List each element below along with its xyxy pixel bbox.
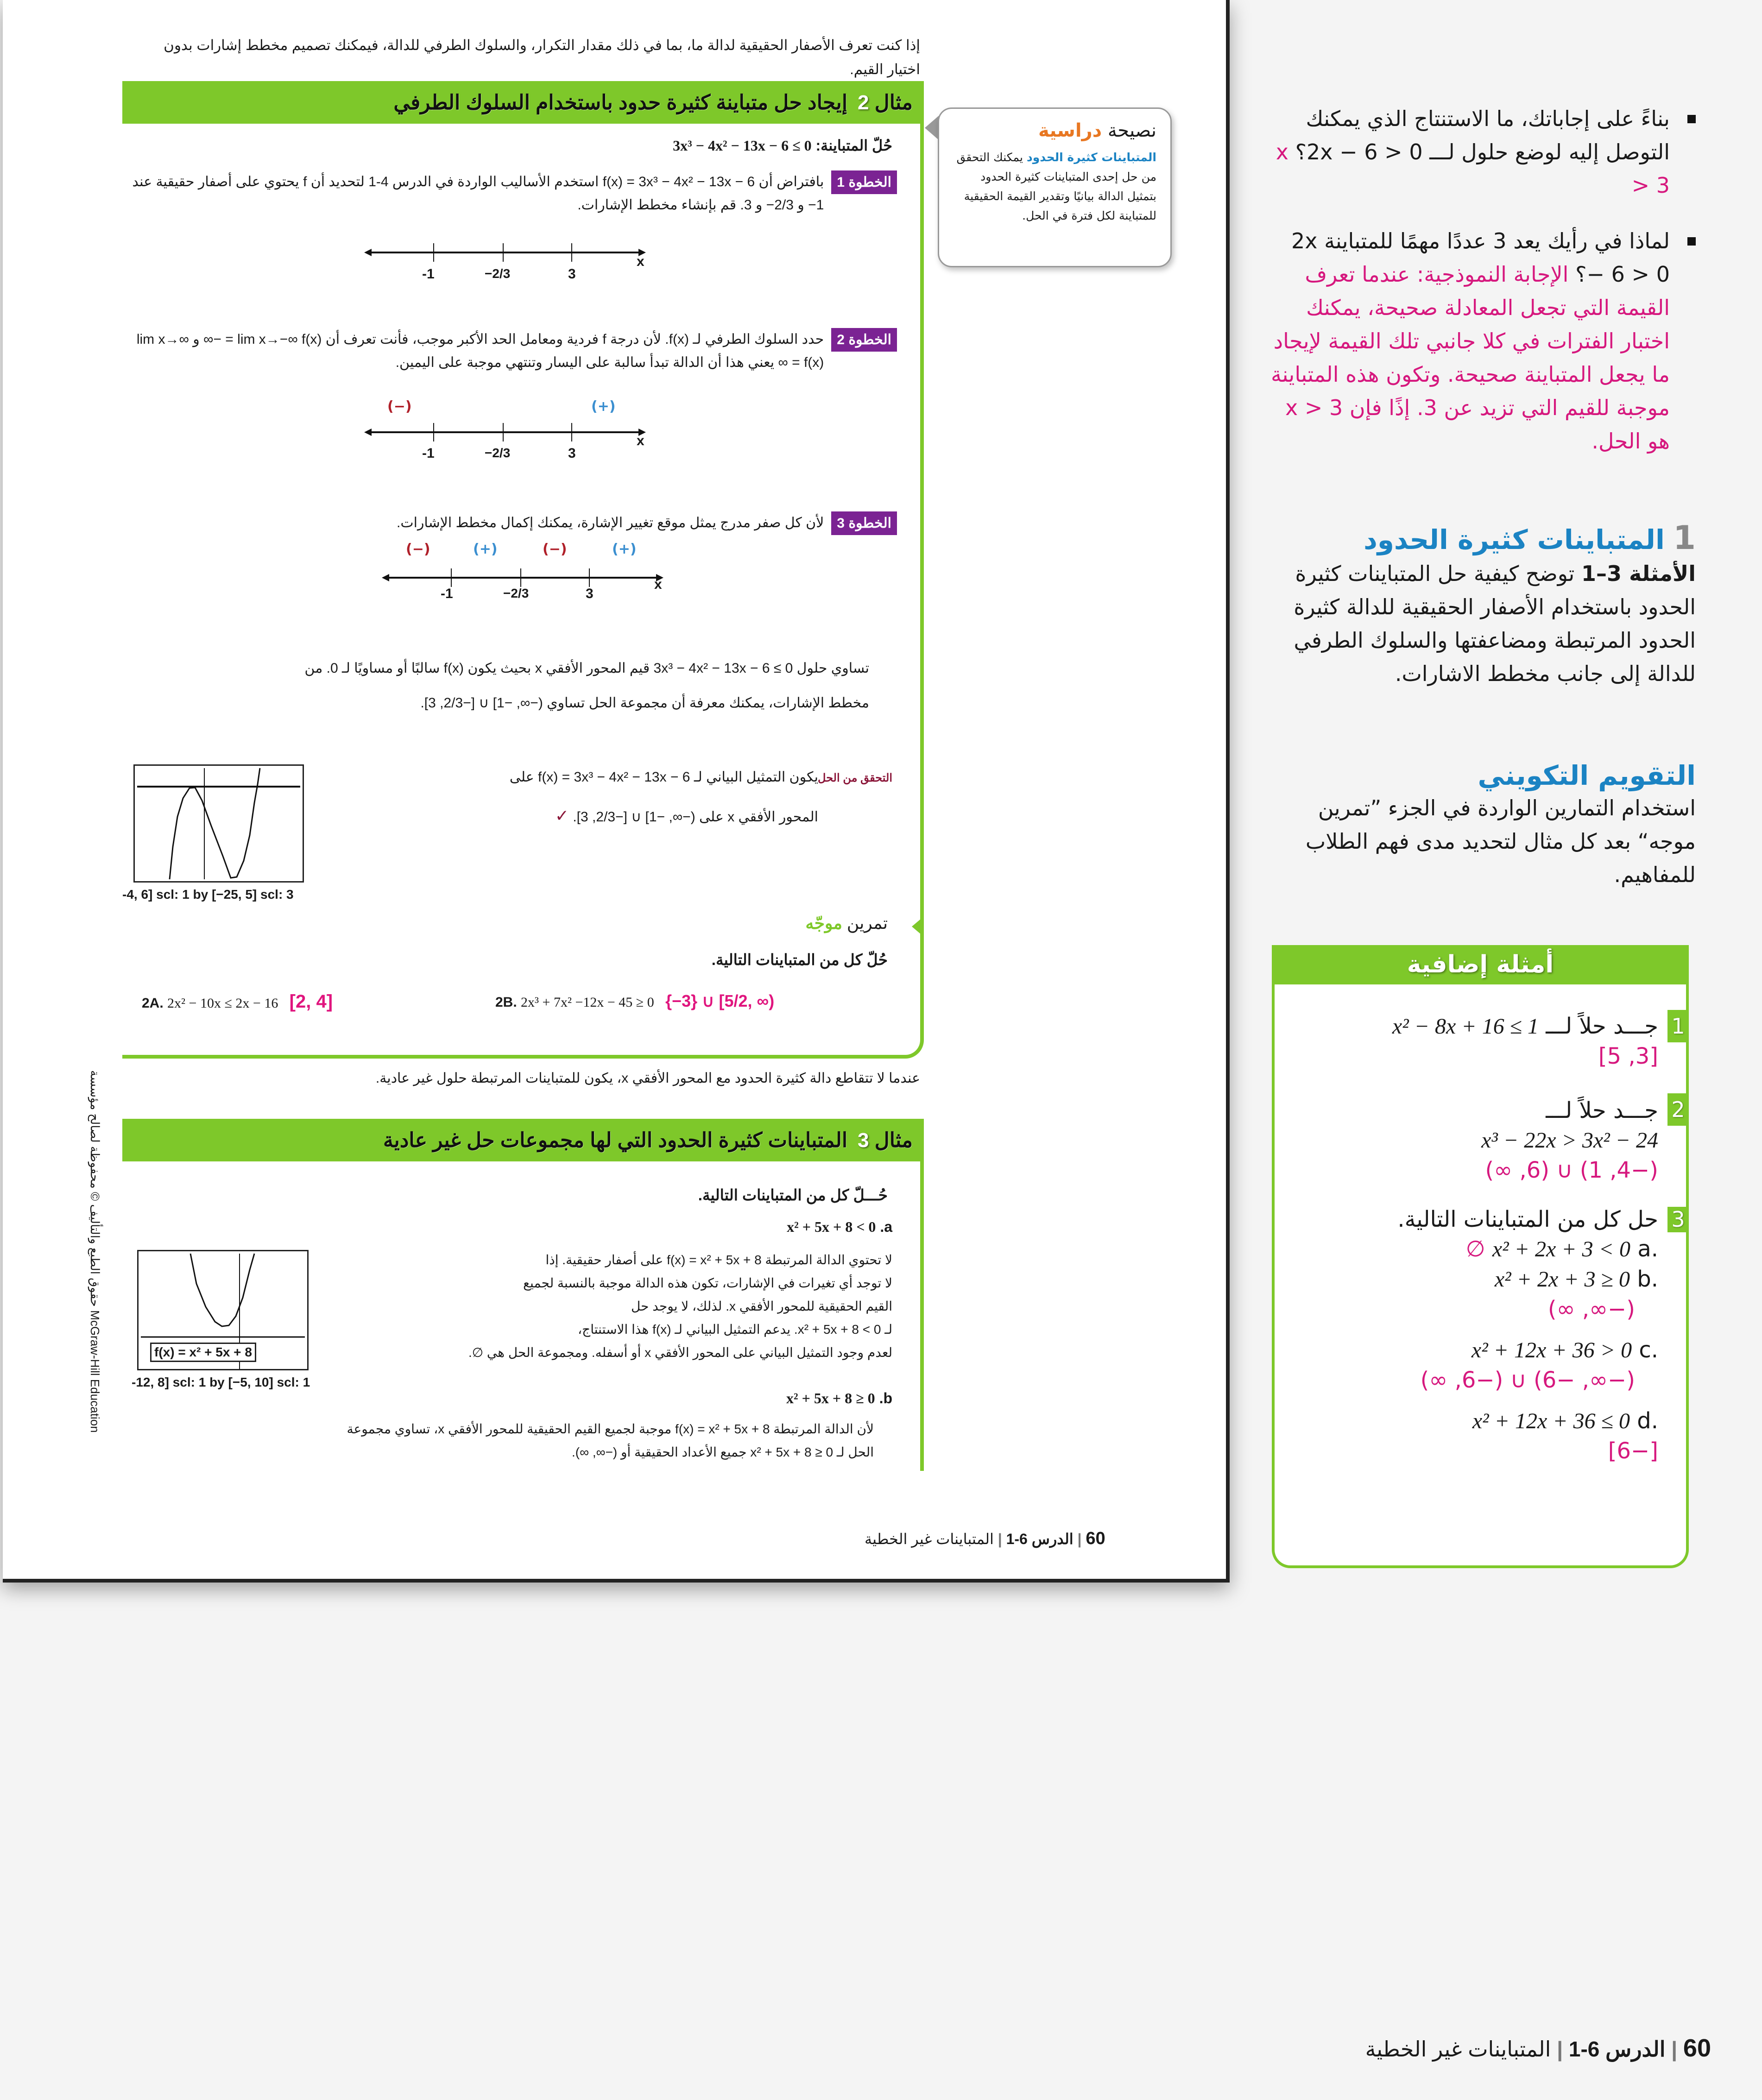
step-3 (128, 511, 897, 535)
example-3-header (122, 1119, 924, 1161)
study-tip-box (938, 107, 1172, 267)
extra-example-2: جـــد حلاً لـــ x³ − 22x > 3x² − 24 (−4, 1) ∪ (6, ∞) (1481, 1097, 1658, 1183)
example-3-instruction: حُـــلّ كل من المتباينات التالية. (698, 1186, 888, 1204)
check-line-2: المحور الأفقي x على (−∞, −1] ∪ [−2/3, 3]. ✓ (555, 806, 818, 825)
teacher-bullet-1: بناءً على إجاباتك، ما الاستنتاج الذي يمكنك التوصل إليه لوضع حلول لـــ 2x − 6 > 0؟ x > 3 (1269, 102, 1696, 202)
part-a-graph-label: f(x) = x² + 5x + 8 (150, 1343, 256, 1362)
step-1-badge: الخطوة 1 (831, 170, 897, 194)
section-1-title: 1 المتباينات كثيرة الحدود (1364, 519, 1696, 557)
check-label: التحقق من الحل (818, 772, 892, 784)
axis-label: x (637, 254, 644, 269)
tick-label: −2/3 (485, 446, 511, 460)
step-1 (128, 170, 897, 217)
teacher-bullet-2: لماذا في رأيك يعد 3 عددًا مهمًا للمتباينة 2x − 6 > 0؟ الإجابة النموذجية: عندما تعرف القيمة التي تجعل المعادلة صحيحة، يمكنك اختبار الفترات في كلا جانبي تلك القيمة لإيجاد ما يجعل المتباينة صحيحة. وتكون هذه المتباينة موجبة للقيم التي تزيد عن 3. إذًا فإن x > 3 هو الحل. (1269, 224, 1696, 458)
study-tip-pointer (925, 116, 939, 140)
part-a-explanation: لا تحتوي الدالة المرتبطة f(x) = x² + 5x + 8 على أصفار حقيقية. إذا لا توجد أي تغيرات في الإشارات، تكون هذه الدالة موجبة بالنسبة لجميع القيم الحقيقية للمحور الأفقي x. لذلك، لا يوجد حل لـ x² + 5x + 8 < 0. يدعم التمثيل البياني لـ f(x) هذا الاستنتاج، لعدم وجود التمثيل البياني على المحور الأفقي x أو أسفله. ومجموعة الحل هي ∅. (468, 1253, 892, 1360)
step-1-text: بافتراض أن f(x) = 3x³ − 4x² − 13x − 6 استخدم الأساليب الواردة في الدرس 4-1 لتحديد أن f يحتوي على أصفار حقيقية عند 1− و 2/3− و 3. قم بإنشاء مخطط الإشارات. (132, 174, 824, 213)
extra-example-3b: .b x² + 2x + 3 ≥ 0 (−∞, ∞) (1494, 1266, 1658, 1322)
teacher-bullets (1269, 102, 1696, 458)
check-graph-caption: -4, 6] scl: 1 by [−25, 5] scl: 3 (122, 887, 294, 902)
guided-item-2a: 2A. 2x² − 10x ≤ 2x − 16 [2, 4] (142, 991, 333, 1012)
guided-practice-marker (912, 916, 924, 937)
example-2-header (122, 81, 924, 124)
guided-item-2b: 2B. 2x³ + 7x² −12x − 45 ≥ 0 {−3} ∪ [5/2, ∞) (495, 991, 775, 1010)
formative-title: التقويم التكويني (1478, 760, 1696, 791)
tick-label: -1 (422, 446, 435, 461)
conclusion-line-1: تساوي حلول 3x³ − 4x² − 13x − 6 ≤ 0 قيم المحور الأفقي x بحيث يكون f(x) سالبًا أو مساويًا لـ 0. من (304, 661, 869, 676)
section-1-body: الأمثلة 3–1 توضح كيفية حل المتباينات كثيرة الحدود باستخدام الأصفار الحقيقية للدالة كثيرة الحدود المرتبطة ومضاعفتها والسلوك الطرفي للدالة إلى جانب مخطط الاشارات. (1294, 561, 1696, 686)
step-2-text: حدد السلوك الطرفي لـ f(x). لأن درجة f فردية ومعامل الحد الأكبر موجب، فأنت تعرف أن lim x→−∞ f(x) = −∞ و lim x→∞ f(x) = ∞ يعني هذا أن الدالة تبدأ سالبة على اليسار وتنتهي موجبة على اليمين. (136, 332, 824, 370)
sign-negative: (−) (387, 398, 412, 415)
part-b-explanation: لأن الدالة المرتبطة f(x) = x² + 5x + 8 موجبة لجميع القيم الحقيقية للمحور الأفقي x، تساوي مجموعة الحل لـ x² + 5x + 8 ≥ 0 جميع الأعداد الحقيقية أو (−∞, ∞). (347, 1422, 874, 1459)
check-line-1: يكون التمثيل البياني لـ f(x) = 3x³ − 4x² − 13x − 6 على (509, 769, 818, 785)
axis-label: x (637, 433, 644, 448)
step-3-text: لأن كل صفر مدرج يمثل موقع تغيير الإشارة، يمكنك إكمال مخطط الإشارات. (397, 515, 824, 530)
tick-label: 3 (568, 446, 576, 461)
check-mark-icon: ✓ (555, 806, 569, 825)
transition-paragraph: عندما لا تتقاطع دالة كثيرة الحدود مع المحور الأفقي x، يكون للمتباينات المرتبطة حلول غير عادية. (375, 1071, 920, 1086)
extra-example-3d: .d x² + 12x + 36 ≤ 0 [−6] (1472, 1408, 1658, 1464)
part-b-heading: b. x² + 5x + 8 ≥ 0 (786, 1390, 892, 1406)
step-3-badge: الخطوة 3 (831, 511, 897, 535)
student-page (3, 0, 1230, 1583)
tick-label: −2/3 (485, 266, 511, 281)
axis-label: x (654, 577, 662, 592)
page-footer: 60 | الدرس 6-1 | المتباينات غير الخطية (865, 1529, 1105, 1548)
tick-label: 3 (568, 266, 576, 282)
example-2-title: إيجاد حل متباينة كثيرة حدود باستخدام السلوك الطرفي (393, 91, 848, 114)
extra-example-3: حل كل من المتباينات التالية. .a x² + 2x + 3 < 0 ∅ .b x² + 2x + 3 ≥ 0 (−∞, ∞) .c x² + 12x + 36 > 0 (−∞, −6) ∪ (−6, ∞) .d x² + 12x + 36 ≤ 0 [−6] (1288, 1205, 1658, 1466)
sign-positive: (+) (473, 541, 498, 557)
additional-examples-box (1272, 945, 1689, 1568)
extra-example-1: جـــد حلاً لـــ x² − 8x + 16 ≤ 1 [3, 5] (1392, 1013, 1658, 1069)
extra-example-3c: .c x² + 12x + 36 > 0 (−∞, −6) ∪ (−6, ∞) (1420, 1337, 1658, 1393)
teacher-page-footer: 60 | الدرس 6-1 | المتباينات غير الخطية (1365, 2034, 1711, 2062)
example-number-tab: 3 (1667, 1207, 1689, 1232)
conclusion-line-2: مخطط الإشارات، يمكنك معرفة أن مجموعة الحل تساوي (−∞, −1] ∪ [−2/3, 3]. (420, 695, 869, 711)
study-tip-title: نصيحة دراسية (1038, 120, 1156, 141)
tick-label: −2/3 (503, 586, 529, 600)
copyright-vertical: حقوق الطبع والتأليف © محفوظة لصالح مؤسسة McGraw-Hill Education (88, 1070, 102, 1433)
study-tip-body: المتباينات كثيرة الحدود يمكنك التحقق من حل إحدى المتباينات كثيرة الحدود بتمثيل الدالة بيانيًا وتقدير القيمة الحقيقية للمتباينة لكل فترة في الحل. (956, 151, 1156, 222)
solve-prompt: حُلّ المتباينة: 3x³ − 4x² − 13x − 6 ≤ 0 (673, 137, 892, 154)
guided-instruction: حُلّ كل من المتباينات التالية. (711, 951, 888, 968)
part-a-graph-caption: -12, 8] scl: 1 by [−5, 10] scl: 1 (132, 1375, 310, 1389)
step-2-badge: الخطوة 2 (831, 328, 897, 352)
additional-examples-title: أمثلة إضافية (1272, 945, 1689, 984)
section-1 (1269, 519, 1696, 690)
example-label: مثال 2 (858, 91, 913, 114)
tick-label: -1 (441, 586, 453, 601)
example-number-tab: 1 (1667, 1010, 1689, 1042)
intro-paragraph: إذا كنت تعرف الأصفار الحقيقية لدالة ما، بما في ذلك مقدار التكرار، والسلوك الطرفي للدالة، فيمكنك تصميم مخطط إشارات بدون اختيار القيم. (164, 37, 920, 77)
step-2 (128, 328, 897, 374)
sign-negative: (−) (406, 541, 430, 557)
guided-practice-title: تمرين موجّه (805, 914, 888, 933)
example-number-tab: 2 (1667, 1093, 1689, 1126)
example-label: مثال 3 (858, 1129, 913, 1152)
formative-body: استخدام التمارين الواردة في الجزء ”تمرين موجه“ بعد كل مثال لتحديد مدى فهم الطلاب للمفاهيم. (1305, 795, 1696, 887)
tick-label: -1 (422, 266, 435, 282)
formative-assessment (1269, 760, 1696, 891)
part-a-heading: a. x² + 5x + 8 < 0 (787, 1218, 892, 1235)
extra-example-3a: .a x² + 2x + 3 < 0 ∅ (1465, 1236, 1658, 1262)
sign-negative: (−) (543, 541, 567, 557)
check-graph (133, 764, 304, 883)
sign-positive: (+) (591, 398, 616, 415)
tick-label: 3 (586, 586, 594, 601)
sign-positive: (+) (612, 541, 637, 557)
example-3-title: المتباينات كثيرة الحدود التي لها مجموعات حل غير عادية (383, 1129, 848, 1152)
